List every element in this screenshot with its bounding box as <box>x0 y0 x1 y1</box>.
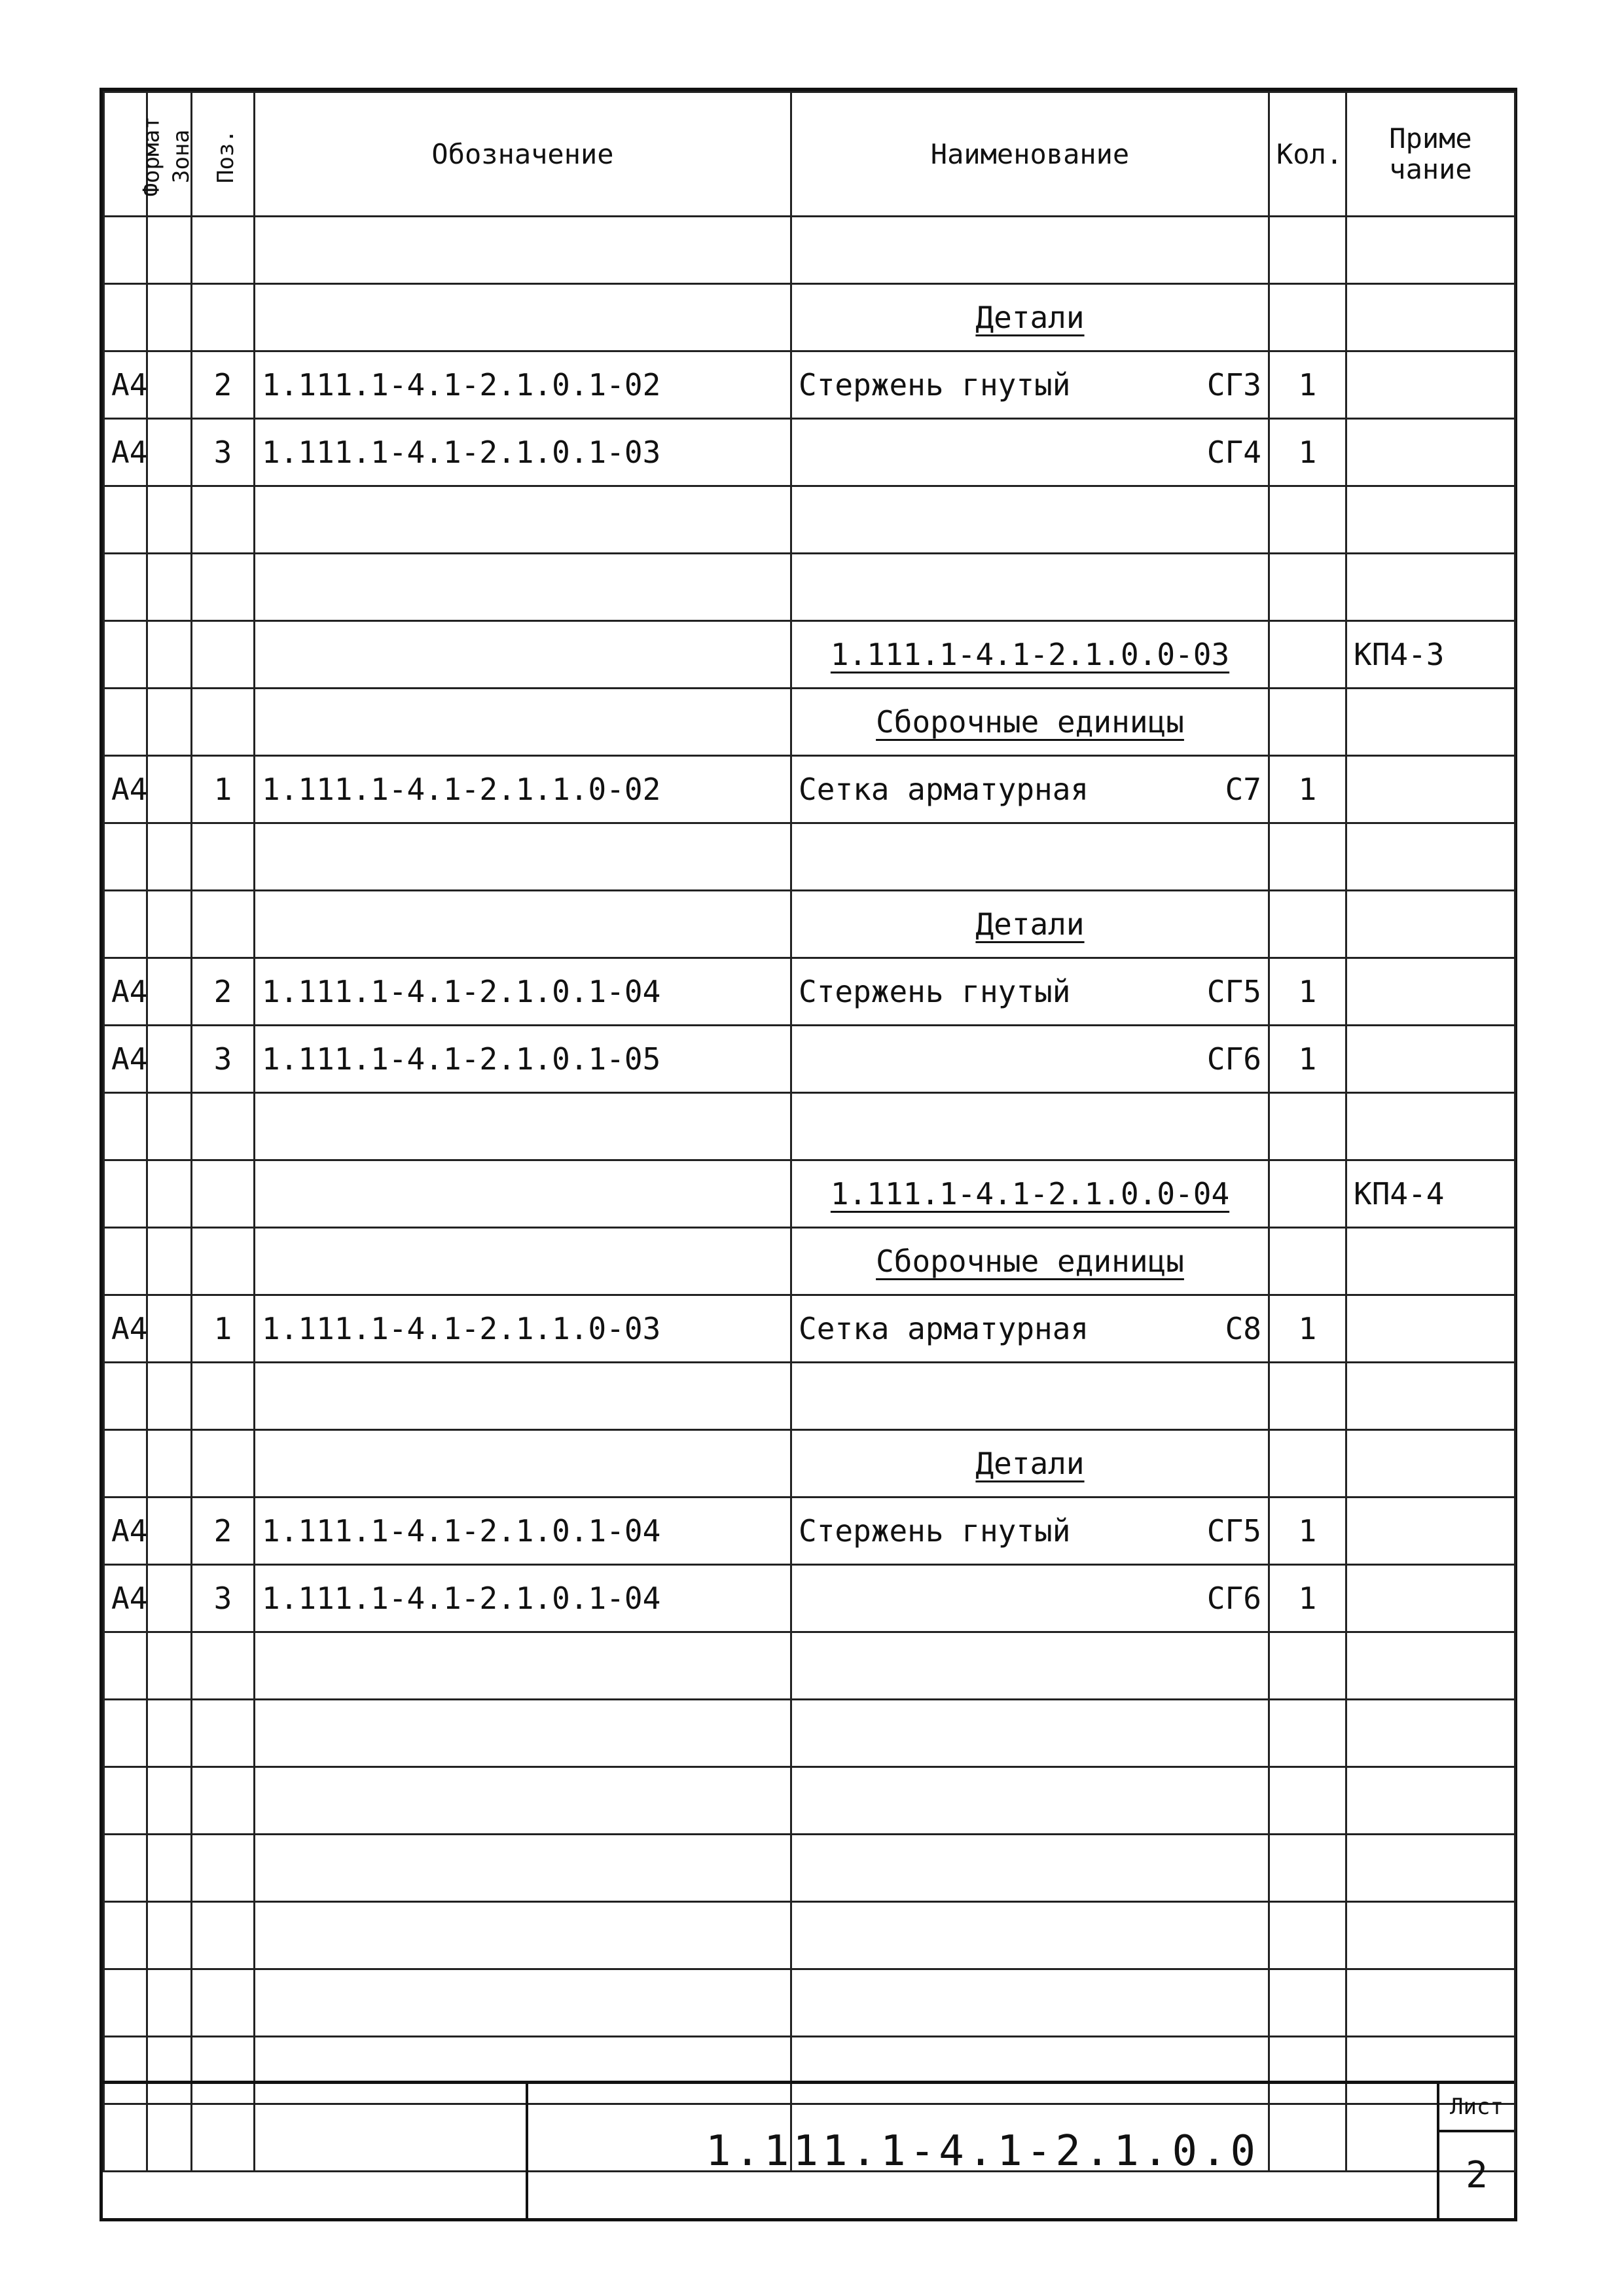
table-row <box>104 1969 1515 2037</box>
header-qty: Кол. <box>1269 92 1346 217</box>
designation-cell <box>255 1969 791 2037</box>
zone-cell <box>147 217 192 284</box>
note-cell <box>1346 1969 1515 2037</box>
position-cell <box>192 1228 255 1295</box>
note-cell <box>1346 1700 1515 1767</box>
note-cell <box>1346 1767 1515 1835</box>
note-cell <box>1346 1498 1515 1565</box>
section-heading: Сборочные единицы <box>876 1244 1184 1279</box>
note-cell <box>1346 1295 1515 1363</box>
note-cell <box>1346 1565 1515 1632</box>
designation-cell <box>255 1632 791 1700</box>
table-row <box>104 1093 1515 1160</box>
note-cell: КП4-4 <box>1346 1160 1515 1228</box>
format-cell <box>104 689 147 756</box>
position-cell <box>192 284 255 351</box>
designation-cell <box>255 621 791 689</box>
item-mark: СГ5 <box>1206 1513 1261 1549</box>
name-cell <box>791 756 1269 823</box>
name-cell <box>791 554 1269 621</box>
position-cell <box>192 621 255 689</box>
designation-cell: 1.111.1-4.1-2.1.0.1-04 <box>255 958 791 1026</box>
sheet-number: 2 <box>1466 2153 1488 2197</box>
zone-cell <box>147 1026 192 1093</box>
section-heading: Сборочные единицы <box>876 704 1184 740</box>
format-cell <box>104 1700 147 1767</box>
quantity-cell: 1 <box>1269 1026 1346 1093</box>
table-row <box>104 486 1515 554</box>
position-cell <box>192 554 255 621</box>
format-cell: А4 <box>104 351 147 419</box>
note-cell <box>1346 823 1515 891</box>
position-cell <box>192 891 255 958</box>
table-row <box>104 554 1515 621</box>
name-cell <box>791 1160 1269 1228</box>
zone-cell <box>147 554 192 621</box>
format-cell <box>104 891 147 958</box>
note-cell <box>1346 891 1515 958</box>
format-cell: А4 <box>104 1565 147 1632</box>
note-cell <box>1346 217 1515 284</box>
header-zone: Зона <box>147 92 192 217</box>
note-cell <box>1346 486 1515 554</box>
note-cell <box>1346 1632 1515 1700</box>
format-cell <box>104 1093 147 1160</box>
quantity-cell <box>1269 1160 1346 1228</box>
zone-cell <box>147 1969 192 2037</box>
quantity-cell: 1 <box>1269 351 1346 419</box>
zone-cell <box>147 958 192 1026</box>
zone-cell <box>147 1295 192 1363</box>
position-cell <box>192 1160 255 1228</box>
note-cell <box>1346 1430 1515 1498</box>
table-row <box>104 1026 1515 1093</box>
name-cell <box>791 284 1269 351</box>
zone-cell <box>147 1160 192 1228</box>
zone-cell <box>147 486 192 554</box>
table-row <box>104 756 1515 823</box>
section-heading: 1.111.1-4.1-2.1.0.0-03 <box>830 637 1230 672</box>
designation-cell <box>255 1093 791 1160</box>
name-cell <box>791 1026 1269 1093</box>
designation-cell <box>255 1767 791 1835</box>
name-cell <box>791 1295 1269 1363</box>
table-row <box>104 1295 1515 1363</box>
position-cell <box>192 1363 255 1430</box>
designation-cell <box>255 217 791 284</box>
name-cell <box>791 1565 1269 1632</box>
position-cell <box>192 1430 255 1498</box>
designation-cell <box>255 486 791 554</box>
position-cell: 3 <box>192 1026 255 1093</box>
designation-cell <box>255 1363 791 1430</box>
format-cell: А4 <box>104 419 147 486</box>
quantity-cell <box>1269 1902 1346 1969</box>
table-row <box>104 1498 1515 1565</box>
table-row <box>104 1363 1515 1430</box>
zone-cell <box>147 1565 192 1632</box>
format-cell <box>104 1228 147 1295</box>
designation-cell <box>255 1228 791 1295</box>
position-cell <box>192 1700 255 1767</box>
quantity-cell: 1 <box>1269 958 1346 1026</box>
designation-cell <box>255 891 791 958</box>
table-header-row <box>104 92 1515 217</box>
zone-cell <box>147 689 192 756</box>
table-row <box>104 1902 1515 1969</box>
header-name: Наименование <box>791 92 1269 217</box>
designation-cell: 1.111.1-4.1-2.1.1.0-02 <box>255 756 791 823</box>
section-heading: Детали <box>975 300 1085 335</box>
zone-cell <box>147 1700 192 1767</box>
table-row <box>104 891 1515 958</box>
format-cell <box>104 1902 147 1969</box>
zone-cell <box>147 1767 192 1835</box>
table-row <box>104 284 1515 351</box>
specification-sheet <box>99 88 1517 2221</box>
item-name: Стержень гнутый <box>799 367 1071 403</box>
table-row <box>104 1700 1515 1767</box>
quantity-cell <box>1269 689 1346 756</box>
note-cell <box>1346 756 1515 823</box>
note-cell <box>1346 1093 1515 1160</box>
zone-cell <box>147 1902 192 1969</box>
note-cell <box>1346 1902 1515 1969</box>
sheet-number-cell <box>1437 2084 1514 2218</box>
position-cell: 1 <box>192 1295 255 1363</box>
name-cell <box>791 689 1269 756</box>
format-cell: А4 <box>104 1498 147 1565</box>
position-cell: 2 <box>192 958 255 1026</box>
designation-cell: 1.111.1-4.1-2.1.0.1-04 <box>255 1565 791 1632</box>
quantity-cell <box>1269 1430 1346 1498</box>
note-cell <box>1346 1228 1515 1295</box>
name-cell <box>791 486 1269 554</box>
note-cell <box>1346 351 1515 419</box>
designation-cell <box>255 1835 791 1902</box>
position-cell: 2 <box>192 1498 255 1565</box>
position-cell: 1 <box>192 756 255 823</box>
quantity-cell <box>1269 486 1346 554</box>
name-cell <box>791 419 1269 486</box>
table-row <box>104 689 1515 756</box>
name-cell <box>791 1902 1269 1969</box>
format-cell <box>104 1835 147 1902</box>
position-cell <box>192 217 255 284</box>
item-name: Сетка арматурная <box>799 1311 1089 1346</box>
quantity-cell <box>1269 1363 1346 1430</box>
name-cell <box>791 1632 1269 1700</box>
zone-cell <box>147 756 192 823</box>
quantity-cell <box>1269 891 1346 958</box>
format-cell: А4 <box>104 1295 147 1363</box>
header-note: Приме чание <box>1346 92 1515 217</box>
position-cell <box>192 1902 255 1969</box>
name-cell <box>791 1498 1269 1565</box>
note-cell <box>1346 958 1515 1026</box>
table-row <box>104 1632 1515 1700</box>
zone-cell <box>147 1835 192 1902</box>
position-cell <box>192 1093 255 1160</box>
designation-cell: 1.111.1-4.1-2.1.0.1-05 <box>255 1026 791 1093</box>
name-cell <box>791 823 1269 891</box>
note-cell <box>1346 419 1515 486</box>
item-mark: С8 <box>1225 1311 1261 1346</box>
designation-cell <box>255 823 791 891</box>
format-cell: А4 <box>104 1026 147 1093</box>
note-cell <box>1346 554 1515 621</box>
format-cell <box>104 1160 147 1228</box>
section-heading: Детали <box>975 906 1085 942</box>
note-cell <box>1346 284 1515 351</box>
item-name: Стержень гнутый <box>799 974 1071 1009</box>
quantity-cell <box>1269 1093 1346 1160</box>
item-mark: С7 <box>1225 772 1261 807</box>
table-row <box>104 823 1515 891</box>
format-cell: А4 <box>104 756 147 823</box>
specification-table-area <box>103 91 1514 2081</box>
name-cell <box>791 1363 1269 1430</box>
format-cell <box>104 823 147 891</box>
zone-cell <box>147 621 192 689</box>
table-row <box>104 1430 1515 1498</box>
format-cell <box>104 1430 147 1498</box>
table-row <box>104 351 1515 419</box>
table-row <box>104 1835 1515 1902</box>
position-cell <box>192 1969 255 2037</box>
item-mark: СГ4 <box>1206 435 1261 470</box>
quantity-cell <box>1269 1632 1346 1700</box>
format-cell <box>104 217 147 284</box>
quantity-cell: 1 <box>1269 756 1346 823</box>
zone-cell <box>147 1430 192 1498</box>
item-mark: СГ5 <box>1206 974 1261 1009</box>
zone-cell <box>147 1228 192 1295</box>
designation-cell <box>255 554 791 621</box>
quantity-cell <box>1269 554 1346 621</box>
format-cell: А4 <box>104 958 147 1026</box>
quantity-cell <box>1269 217 1346 284</box>
format-cell <box>104 1969 147 2037</box>
format-cell <box>104 1632 147 1700</box>
table-row <box>104 217 1515 284</box>
format-cell <box>104 1363 147 1430</box>
zone-cell <box>147 284 192 351</box>
position-cell <box>192 1835 255 1902</box>
position-cell <box>192 823 255 891</box>
note-cell: КП4-3 <box>1346 621 1515 689</box>
name-cell <box>791 1093 1269 1160</box>
format-cell <box>104 554 147 621</box>
table-row <box>104 1565 1515 1632</box>
quantity-cell <box>1269 621 1346 689</box>
document-code: 1.111.1-4.1-2.1.0.0 <box>705 2126 1260 2176</box>
header-format: Формат <box>104 92 147 217</box>
quantity-cell: 1 <box>1269 1498 1346 1565</box>
quantity-cell <box>1269 1228 1346 1295</box>
name-cell <box>791 1430 1269 1498</box>
note-cell <box>1346 1363 1515 1430</box>
designation-cell <box>255 1700 791 1767</box>
name-cell <box>791 621 1269 689</box>
name-cell <box>791 891 1269 958</box>
quantity-cell <box>1269 1767 1346 1835</box>
designation-cell <box>255 1160 791 1228</box>
quantity-cell <box>1269 1835 1346 1902</box>
position-cell: 3 <box>192 1565 255 1632</box>
table-body <box>104 217 1515 2172</box>
table-row <box>104 1767 1515 1835</box>
designation-cell: 1.111.1-4.1-2.1.0.1-02 <box>255 351 791 419</box>
table-row <box>104 958 1515 1026</box>
table-row <box>104 419 1515 486</box>
zone-cell <box>147 1498 192 1565</box>
quantity-cell: 1 <box>1269 1295 1346 1363</box>
item-mark: СГ3 <box>1206 367 1261 403</box>
designation-cell <box>255 1902 791 1969</box>
position-cell <box>192 689 255 756</box>
quantity-cell <box>1269 823 1346 891</box>
section-heading: Детали <box>975 1446 1085 1481</box>
name-cell <box>791 217 1269 284</box>
designation-cell: 1.111.1-4.1-2.1.0.1-04 <box>255 1498 791 1565</box>
note-cell <box>1346 1835 1515 1902</box>
format-cell <box>104 486 147 554</box>
designation-cell <box>255 284 791 351</box>
specification-table <box>103 91 1516 2172</box>
format-cell <box>104 621 147 689</box>
position-cell: 2 <box>192 351 255 419</box>
name-cell <box>791 1835 1269 1902</box>
position-cell: 3 <box>192 419 255 486</box>
zone-cell <box>147 891 192 958</box>
name-cell <box>791 958 1269 1026</box>
quantity-cell: 1 <box>1269 419 1346 486</box>
item-name: Стержень гнутый <box>799 1513 1071 1549</box>
name-cell <box>791 1969 1269 2037</box>
zone-cell <box>147 1363 192 1430</box>
quantity-cell: 1 <box>1269 1565 1346 1632</box>
position-cell <box>192 1767 255 1835</box>
designation-cell <box>255 689 791 756</box>
header-designation: Обозначение <box>255 92 791 217</box>
table-row <box>104 1228 1515 1295</box>
designation-cell: 1.111.1-4.1-2.1.0.1-03 <box>255 419 791 486</box>
format-cell <box>104 284 147 351</box>
name-cell <box>791 1700 1269 1767</box>
zone-cell <box>147 823 192 891</box>
title-block-left <box>103 2084 528 2218</box>
zone-cell <box>147 419 192 486</box>
format-cell <box>104 1767 147 1835</box>
table-row <box>104 621 1515 689</box>
designation-cell <box>255 1430 791 1498</box>
position-cell <box>192 486 255 554</box>
item-name: Сетка арматурная <box>799 772 1089 807</box>
section-heading: 1.111.1-4.1-2.1.0.0-04 <box>830 1176 1230 1211</box>
name-cell <box>791 351 1269 419</box>
sheet-label: Лист <box>1439 2084 1514 2132</box>
note-cell <box>1346 689 1515 756</box>
note-cell <box>1346 1026 1515 1093</box>
designation-cell: 1.111.1-4.1-2.1.1.0-03 <box>255 1295 791 1363</box>
item-mark: СГ6 <box>1206 1581 1261 1616</box>
zone-cell <box>147 351 192 419</box>
title-block <box>103 2081 1514 2218</box>
position-cell <box>192 1632 255 1700</box>
zone-cell <box>147 1632 192 1700</box>
name-cell <box>791 1228 1269 1295</box>
quantity-cell <box>1269 284 1346 351</box>
quantity-cell <box>1269 1969 1346 2037</box>
table-row <box>104 1160 1515 1228</box>
quantity-cell <box>1269 1700 1346 1767</box>
item-mark: СГ6 <box>1206 1041 1261 1077</box>
name-cell <box>791 1767 1269 1835</box>
zone-cell <box>147 1093 192 1160</box>
header-pos: Поз. <box>192 92 255 217</box>
